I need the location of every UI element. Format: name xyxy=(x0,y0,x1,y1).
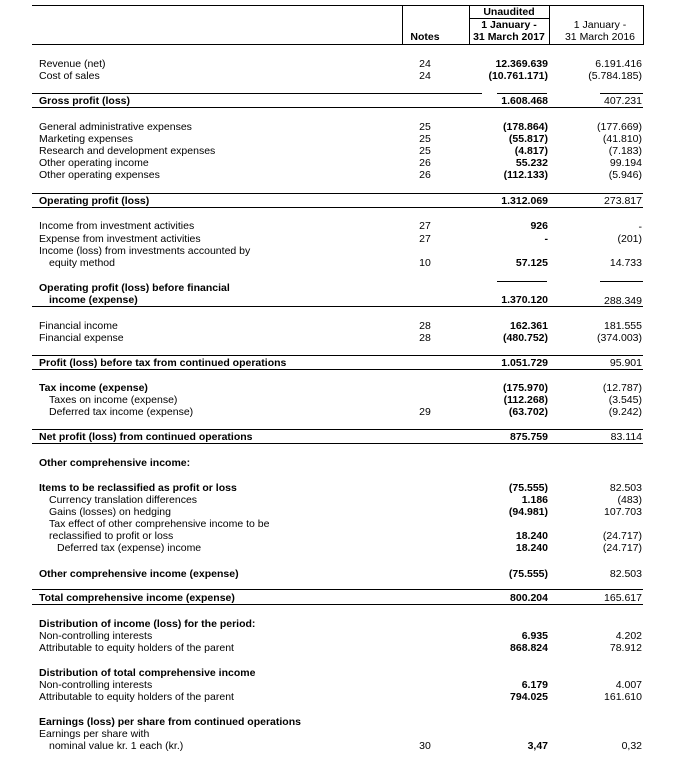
row-label: Other operating income xyxy=(39,157,149,169)
subtotal-line xyxy=(32,93,482,94)
row-label: Financial income xyxy=(39,320,118,332)
row-note: 26 xyxy=(419,157,431,169)
row-current-value: 12.369.639 xyxy=(495,58,548,70)
row-current-value: (175.970) xyxy=(503,382,548,394)
row-current-value: (4.817) xyxy=(514,145,548,157)
row-current-value: (112.133) xyxy=(503,169,548,181)
row-label: Marketing expenses xyxy=(39,133,133,145)
row-prior-value: (12.787) xyxy=(602,382,642,394)
row-label: Items to be reclassified as profit or loss xyxy=(39,482,237,494)
row-prior-value: 14.733 xyxy=(609,257,642,269)
row-current-value: 18.240 xyxy=(515,542,548,554)
row-current-value: (63.702) xyxy=(508,406,548,418)
row-prior-value: (9.242) xyxy=(608,406,642,418)
row-label: Other operating expenses xyxy=(39,169,160,181)
row-label: Deferred tax (expense) income xyxy=(57,542,202,554)
row-current-value: 926 xyxy=(530,220,548,232)
row-prior-value: 107.703 xyxy=(604,506,642,518)
current-period-line1: 1 January - xyxy=(481,19,537,31)
row-current-value: (55.817) xyxy=(508,133,548,145)
row-note: 27 xyxy=(419,233,431,245)
row-note: 28 xyxy=(419,320,431,332)
row-current-value: (112.268) xyxy=(503,394,548,406)
header-bottom-border xyxy=(32,44,643,45)
row-current-value: (480.752) xyxy=(503,332,548,344)
subtotal-line xyxy=(600,93,643,94)
row-prior-value: 82.503 xyxy=(609,482,642,494)
row-note: 25 xyxy=(419,133,431,145)
subtotal-line xyxy=(32,589,643,590)
notes-header: Notes xyxy=(410,31,440,43)
row-prior-value: (41.810) xyxy=(602,133,642,145)
row-note: 10 xyxy=(419,257,431,269)
row-label: Tax effect of other comprehensive income to be xyxy=(49,518,270,530)
row-label: Earnings per share with xyxy=(39,728,150,740)
row-prior-value: 82.503 xyxy=(609,568,642,580)
row-label: Deferred tax income (expense) xyxy=(49,406,194,418)
row-label: equity method xyxy=(49,257,115,269)
row-label: Income from investment activities xyxy=(39,220,195,232)
row-current-value: 6.179 xyxy=(521,679,548,691)
table-top-border xyxy=(32,5,643,6)
row-prior-value: (201) xyxy=(617,233,642,245)
prior-period-line1: 1 January - xyxy=(573,19,627,31)
row-current-value: 794.025 xyxy=(510,691,548,703)
row-label: Financial expense xyxy=(39,332,124,344)
column-separator xyxy=(549,5,550,45)
row-label: Attributable to equity holders of the parent xyxy=(39,691,234,703)
row-label: Distribution of total comprehensive income xyxy=(39,667,256,679)
subtotal-line xyxy=(32,429,643,430)
row-current-value: 18.240 xyxy=(515,530,548,542)
row-prior-value: 6.191.416 xyxy=(595,58,642,70)
row-prior-value: 288.349 xyxy=(604,295,642,307)
row-current-value: (75.555) xyxy=(508,482,548,494)
row-label: Earnings (loss) per share from continued operations xyxy=(39,716,301,728)
row-note: 25 xyxy=(419,145,431,157)
row-note: 29 xyxy=(419,406,431,418)
subtotal-line xyxy=(32,207,643,208)
subtotal-line xyxy=(32,443,643,444)
row-label: Revenue (net) xyxy=(39,58,106,70)
row-label: Income (loss) from investments accounted by xyxy=(39,245,251,257)
subtotal-line xyxy=(32,355,643,356)
row-current-value: (94.981) xyxy=(508,506,548,518)
subtotal-line xyxy=(32,369,643,370)
row-prior-value: (5.784.185) xyxy=(588,70,642,82)
row-current-value: 1.051.729 xyxy=(501,357,548,369)
row-prior-value: 78.912 xyxy=(609,642,642,654)
row-label: Cost of sales xyxy=(39,70,100,82)
row-prior-value: 83.114 xyxy=(610,431,642,443)
row-current-value: (10.761.171) xyxy=(488,70,548,82)
row-prior-value: 273.817 xyxy=(604,195,642,207)
row-prior-value: (3.545) xyxy=(608,394,642,406)
row-current-value: (75.555) xyxy=(508,568,548,580)
row-prior-value: 95.901 xyxy=(609,357,642,369)
row-label: Operating profit (loss) xyxy=(39,195,150,207)
row-label: reclassified to profit or loss xyxy=(49,530,174,542)
row-prior-value: 407.231 xyxy=(604,95,642,107)
row-label: Profit (loss) before tax from continued operations xyxy=(39,357,287,369)
prior-period-line2: 31 March 2016 xyxy=(564,31,636,43)
row-prior-value: (5.946) xyxy=(608,169,642,181)
row-note: 24 xyxy=(419,70,431,82)
row-prior-value: - xyxy=(638,221,642,233)
row-note: 26 xyxy=(419,169,431,181)
row-prior-value: 4.007 xyxy=(615,679,642,691)
subtotal-line xyxy=(497,281,547,282)
row-label: Attributable to equity holders of the parent xyxy=(39,642,234,654)
row-label: Taxes on income (expense) xyxy=(49,394,178,406)
row-current-value: 57.125 xyxy=(515,257,548,269)
row-label: Currency translation differences xyxy=(49,494,198,506)
row-prior-value: (177.669) xyxy=(597,121,642,133)
unaudited-header: Unaudited xyxy=(483,6,535,18)
row-current-value: - xyxy=(544,233,548,245)
row-label: Research and development expenses xyxy=(39,145,216,157)
row-label: Other comprehensive income: xyxy=(39,457,191,469)
row-note: 28 xyxy=(419,332,431,344)
row-label: Non-controlling interests xyxy=(39,679,153,691)
row-label: Other comprehensive income (expense) xyxy=(39,568,239,580)
row-note: 27 xyxy=(419,220,431,232)
row-prior-value: 161.610 xyxy=(604,691,642,703)
row-current-value: 6.935 xyxy=(521,630,548,642)
row-label: Gross profit (loss) xyxy=(39,95,131,107)
row-prior-value: (24.717) xyxy=(602,530,642,542)
row-label: nominal value kr. 1 each (kr.) xyxy=(49,740,184,752)
subtotal-line xyxy=(497,93,547,94)
row-current-value: (178.864) xyxy=(503,121,548,133)
subtotal-line xyxy=(600,281,643,282)
row-current-value: 1.186 xyxy=(521,494,548,506)
row-label: Tax income (expense) xyxy=(39,382,148,394)
row-label: Distribution of income (loss) for the period: xyxy=(39,618,256,630)
row-note: 30 xyxy=(419,740,431,752)
row-note: 24 xyxy=(419,58,431,70)
row-current-value: 875.759 xyxy=(510,431,548,443)
row-label: Operating profit (loss) before financial xyxy=(39,282,230,294)
row-label: income (expense) xyxy=(49,294,138,306)
current-period-line2: 31 March 2017 xyxy=(473,31,545,43)
subtotal-line xyxy=(32,604,643,605)
row-current-value: 868.824 xyxy=(510,642,548,654)
row-current-value: 55.232 xyxy=(515,157,548,169)
row-label: Non-controlling interests xyxy=(39,630,153,642)
row-current-value: 800.204 xyxy=(510,592,548,604)
row-prior-value: 99.194 xyxy=(609,157,642,169)
row-prior-value: (7.183) xyxy=(608,145,642,157)
row-label: General administrative expenses xyxy=(39,121,192,133)
row-prior-value: 0,32 xyxy=(621,740,642,752)
row-prior-value: (374.003) xyxy=(597,332,642,344)
row-label: Expense from investment activities xyxy=(39,233,201,245)
subtotal-line xyxy=(32,107,643,108)
row-prior-value: 181.555 xyxy=(604,320,642,332)
row-current-value: 3,47 xyxy=(527,740,548,752)
row-label: Net profit (loss) from continued operations xyxy=(39,431,253,443)
row-prior-value: (483) xyxy=(617,494,642,506)
row-prior-value: 165.617 xyxy=(604,592,642,604)
subtotal-line xyxy=(32,193,643,194)
row-current-value: 1.608.468 xyxy=(501,95,548,107)
row-label: Gains (losses) on hedging xyxy=(49,506,171,518)
subtotal-line xyxy=(32,306,643,307)
row-note: 25 xyxy=(419,121,431,133)
row-prior-value: (24.717) xyxy=(602,542,642,554)
row-current-value: 1.312.069 xyxy=(501,195,548,207)
row-prior-value: 4.202 xyxy=(615,630,642,642)
row-current-value: 162.361 xyxy=(510,320,548,332)
row-label: Total comprehensive income (expense) xyxy=(39,592,235,604)
row-current-value: 1.370.120 xyxy=(501,294,548,306)
